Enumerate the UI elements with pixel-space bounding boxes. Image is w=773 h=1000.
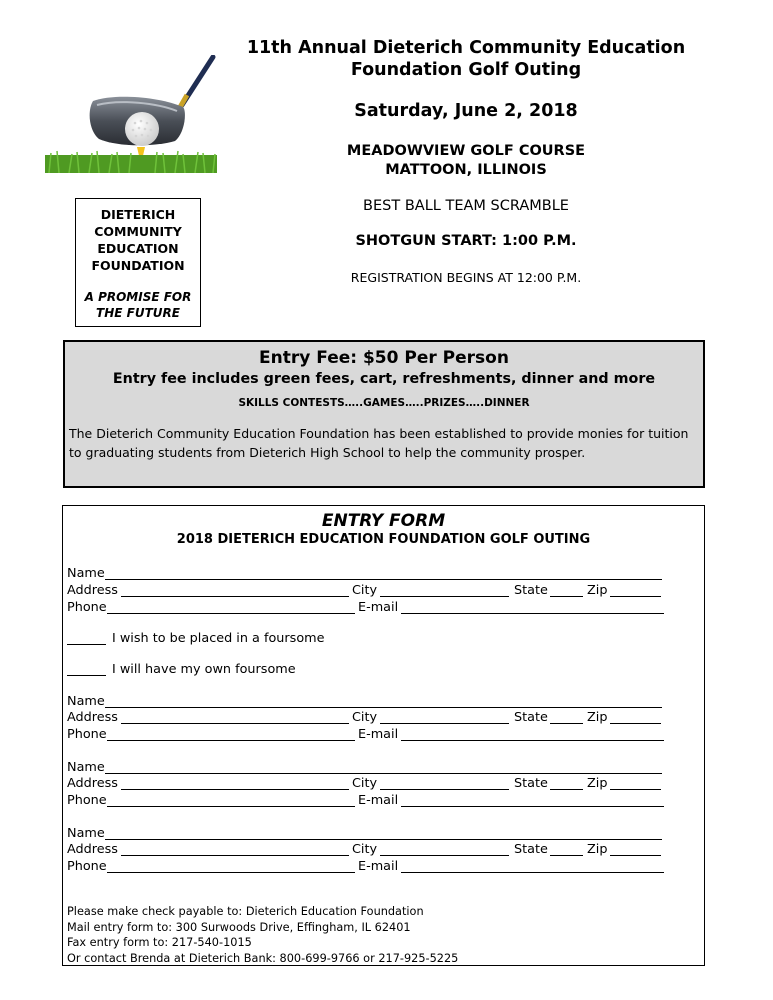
foundation-description-line2: to graduating students from Dieterich High School to help the community prosper. bbox=[69, 445, 586, 460]
phone-field[interactable] bbox=[107, 740, 355, 741]
city-label: City bbox=[352, 842, 378, 857]
name-label: Name bbox=[67, 694, 105, 709]
foursome-checkline[interactable] bbox=[67, 644, 106, 645]
phone-label: Phone bbox=[67, 793, 107, 808]
foundation-description bbox=[69, 424, 697, 462]
payment-instructions bbox=[67, 904, 458, 966]
name-field[interactable] bbox=[105, 707, 662, 708]
state-field[interactable] bbox=[550, 855, 583, 856]
foundation-box bbox=[75, 198, 201, 327]
city-field[interactable] bbox=[380, 723, 509, 724]
entry-fee-includes: Entry fee includes green fees, cart, refreshments, dinner and more bbox=[112, 371, 656, 387]
fax-line: Fax entry form to: 217-540-1015 bbox=[67, 936, 252, 949]
email-field[interactable] bbox=[401, 613, 664, 614]
course-location: MATTOON, ILLINOIS bbox=[385, 162, 547, 178]
check-payable-line: Please make check payable to: Dieterich Education Foundation bbox=[67, 905, 424, 918]
city-field[interactable] bbox=[380, 789, 509, 790]
foundation-name-line2: COMMUNITY bbox=[94, 224, 182, 239]
state-field[interactable] bbox=[550, 723, 583, 724]
phone-field[interactable] bbox=[107, 872, 355, 873]
shotgun-start: SHOTGUN START: 1:00 P.M. bbox=[355, 233, 577, 249]
entry-form bbox=[62, 505, 705, 966]
registration-time: REGISTRATION BEGINS AT 12:00 P.M. bbox=[350, 270, 582, 285]
foundation-description-line1: The Dieterich Community Education Foundation has been established to provide monies for tuition bbox=[69, 426, 689, 441]
name-label: Name bbox=[67, 760, 105, 775]
mail-address-line: Mail entry form to: 300 Surwoods Drive, Effingham, IL 62401 bbox=[67, 920, 411, 934]
entry-form-subheading: 2018 DIETERICH EDUCATION FOUNDATION GOLF OUTING bbox=[176, 532, 591, 547]
address-field[interactable] bbox=[121, 855, 349, 856]
address-label: Address bbox=[67, 842, 118, 857]
email-label: E-mail bbox=[358, 859, 399, 874]
entry-fee-activities: SKILLS CONTESTS…..GAMES…..PRIZES…..DINNER bbox=[238, 397, 530, 409]
zip-field[interactable] bbox=[610, 789, 661, 790]
foundation-motto-line1: A PROMISE FOR bbox=[84, 290, 192, 304]
city-field[interactable] bbox=[380, 596, 509, 597]
email-field[interactable] bbox=[401, 806, 664, 807]
address-label: Address bbox=[67, 583, 118, 598]
foundation-name bbox=[76, 206, 200, 274]
state-label: State bbox=[514, 842, 548, 857]
phone-label: Phone bbox=[67, 859, 107, 874]
zip-field[interactable] bbox=[610, 596, 661, 597]
city-label: City bbox=[352, 710, 378, 725]
state-label: State bbox=[514, 583, 548, 598]
phone-label: Phone bbox=[67, 727, 107, 742]
zip-field[interactable] bbox=[610, 855, 661, 856]
contact-line: Or contact Brenda at Dieterich Bank: 800-699-9766 or 217-925-5225 bbox=[67, 951, 459, 965]
own-foursome-checkline[interactable] bbox=[67, 675, 106, 676]
event-title bbox=[230, 37, 702, 81]
name-label: Name bbox=[67, 566, 105, 581]
golf-club-ball-image bbox=[45, 55, 217, 173]
name-label: Name bbox=[67, 826, 105, 841]
event-title-line2: Foundation Golf Outing bbox=[350, 60, 582, 80]
email-label: E-mail bbox=[358, 793, 399, 808]
zip-label: Zip bbox=[587, 842, 608, 857]
email-label: E-mail bbox=[358, 600, 399, 615]
name-field[interactable] bbox=[105, 579, 662, 580]
email-label: E-mail bbox=[358, 727, 399, 742]
zip-field[interactable] bbox=[610, 723, 661, 724]
entry-fee-title: Entry Fee: $50 Per Person bbox=[259, 348, 509, 368]
state-field[interactable] bbox=[550, 789, 583, 790]
event-title-line1: 11th Annual Dieterich Community Education bbox=[246, 38, 686, 58]
name-field[interactable] bbox=[105, 773, 662, 774]
foundation-name-line4: FOUNDATION bbox=[91, 258, 185, 273]
email-field[interactable] bbox=[401, 872, 664, 873]
foundation-motto bbox=[76, 289, 200, 321]
foundation-name-line1: DIETERICH bbox=[100, 207, 176, 222]
name-field[interactable] bbox=[105, 839, 662, 840]
entry-form-heading: ENTRY FORM bbox=[321, 511, 446, 531]
zip-label: Zip bbox=[587, 583, 608, 598]
address-field[interactable] bbox=[121, 789, 349, 790]
option-own-foursome: I will have my own foursome bbox=[112, 662, 296, 677]
phone-field[interactable] bbox=[107, 613, 355, 614]
address-field[interactable] bbox=[121, 596, 349, 597]
zip-label: Zip bbox=[587, 710, 608, 725]
option-placed-in-foursome: I wish to be placed in a foursome bbox=[112, 631, 325, 646]
foundation-name-line3: EDUCATION bbox=[97, 241, 179, 256]
address-field[interactable] bbox=[121, 723, 349, 724]
city-label: City bbox=[352, 583, 378, 598]
zip-label: Zip bbox=[587, 776, 608, 791]
state-field[interactable] bbox=[550, 596, 583, 597]
state-label: State bbox=[514, 776, 548, 791]
phone-label: Phone bbox=[67, 600, 107, 615]
course-name: MEADOWVIEW GOLF COURSE bbox=[346, 143, 586, 159]
city-label: City bbox=[352, 776, 378, 791]
address-label: Address bbox=[67, 710, 118, 725]
phone-field[interactable] bbox=[107, 806, 355, 807]
foundation-motto-line2: THE FUTURE bbox=[96, 306, 180, 320]
event-date: Saturday, June 2, 2018 bbox=[354, 101, 578, 121]
event-format: BEST BALL TEAM SCRAMBLE bbox=[363, 198, 569, 214]
event-course bbox=[230, 142, 702, 180]
email-field[interactable] bbox=[401, 740, 664, 741]
entry-fee-box bbox=[63, 340, 705, 488]
state-label: State bbox=[514, 710, 548, 725]
city-field[interactable] bbox=[380, 855, 509, 856]
address-label: Address bbox=[67, 776, 118, 791]
